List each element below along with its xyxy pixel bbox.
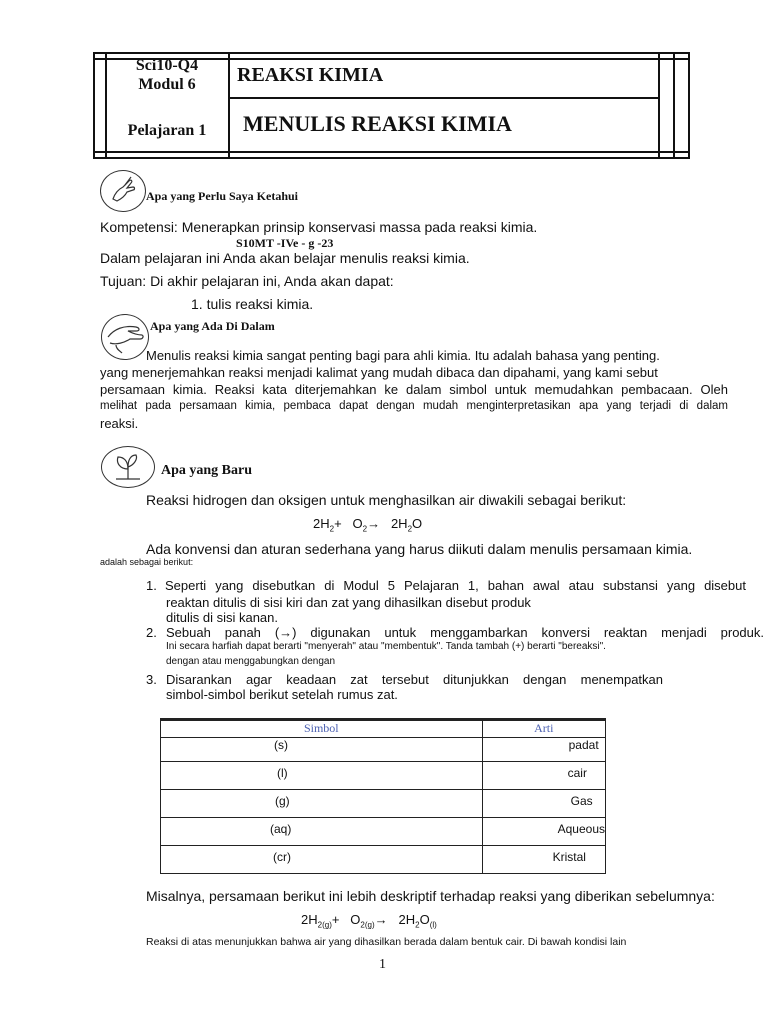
table-cell-symbol: (cr) (161, 846, 483, 874)
lesson-title: MENULIS REAKSI KIMIA (243, 111, 512, 136)
example-text: Misalnya, persamaan berikut ini lebih deskriptif terhadap reaksi yang diberikan sebelumnya: (146, 888, 715, 904)
open-hand-icon (101, 314, 149, 360)
reaction-intro: Reaksi hidrogen dan oksigen untuk menghasilkan air diwakili sebagai berikut: (146, 492, 627, 508)
paragraph-line-5: reaksi. (100, 416, 139, 431)
list-item-2-line-3: dengan atau menggabungkan dengan (166, 656, 336, 667)
table-cell-symbol: (l) (161, 762, 483, 790)
table-row (161, 738, 606, 762)
water-equation: $2H_2+$ $O_2\to$ $2H_2O$ (313, 516, 423, 534)
list-item-3-line-1: Disarankan agar keadaan zat tersebut ditunjukkan dengan menempatkan (166, 672, 663, 687)
list-item-1-line-3: ditulis di sisi kanan. (166, 610, 278, 625)
section-heading-what-to-know: Apa yang Perlu Saya Ketahui (146, 189, 299, 203)
section-heading-whats-new: Apa yang Baru (161, 463, 253, 478)
goal-item: 1. tulis reaksi kimia. (191, 296, 314, 312)
table-cell-meaning: Gas (482, 790, 605, 818)
table-row (161, 818, 606, 846)
table-row (161, 790, 606, 818)
competency-code: S10MT -IVe - g -23 (236, 236, 334, 250)
table-cell-symbol: (aq) (161, 818, 483, 846)
list-item-2-number: 2. (146, 625, 157, 640)
closing-note: Reaksi di atas menunjukkan bahwa air yang dihasilkan berada dalam bentuk cair. Di bawah kondisi lain (146, 936, 627, 948)
table-row (161, 846, 606, 874)
competency-text: Kompetensi: Menerapkan prinsip konservasi massa pada reaksi kimia. (100, 219, 538, 235)
paragraph-line-1: Menulis reaksi kimia sangat penting bagi para ahli kimia. Itu adalah bahasa yang penting. (146, 348, 660, 363)
state-equation: $2H_{2(g)}+$ $O_{2(g)}\to$ $2H_2O_{(l)}$ (301, 912, 437, 930)
paragraph-line-2: yang menerjemahkan reaksi menjadi kalimat yang mudah dibaca dan dipahami, yang kami sebut (100, 365, 658, 380)
module-code: Sci10-Q4 (135, 57, 199, 74)
section-heading-whats-inside: Apa yang Ada Di Dalam (150, 319, 275, 333)
list-item-3-number: 3. (146, 672, 157, 687)
page-number: 1 (379, 957, 386, 972)
table-cell-symbol: (g) (161, 790, 483, 818)
table-cell-meaning: cair (482, 762, 605, 790)
seedling-icon (101, 446, 155, 488)
table-cell-symbol: (s) (161, 738, 483, 762)
list-item-1-line-1: Seperti yang disebutkan di Modul 5 Pelajaran 1, bahan awal atau substansi yang disebut (165, 578, 746, 593)
lesson-intro: Dalam pelajaran ini Anda akan belajar menulis reaksi kimia. (100, 250, 470, 266)
list-item-1-line-2: reaktan ditulis di sisi kiri dan zat yang dihasilkan disebut produk (166, 595, 531, 610)
list-item-1-number: 1. (146, 578, 157, 593)
goal-text: Tujuan: Di akhir pelajaran ini, Anda akan dapat: (100, 273, 394, 289)
state-symbols-table (160, 718, 606, 874)
list-item-2-line-2: Ini secara harfiah dapat berarti "menyerah" atau "membentuk". Tanda tambah (+) berarti "bereaksi". (166, 641, 606, 652)
table-header-symbol: Simbol (161, 720, 483, 738)
list-item-3-line-2: simbol-simbol berikut setelah rumus zat. (166, 687, 398, 702)
table-cell-meaning: Aqueous (482, 818, 605, 846)
paragraph-line-4: melihat pada persamaan kimia, pembaca dapat dengan mudah menginterpretasikan apa yang terjadi di dalam (100, 400, 728, 412)
lesson-number: Pelajaran 1 (127, 122, 207, 139)
table-row (161, 762, 606, 790)
table-cell-meaning: Kristal (482, 846, 605, 874)
table-header-row (161, 720, 606, 738)
list-item-2-line-1: Sebuah panah (→) digunakan untuk menggambarkan konversi reaktan menjadi produk. (166, 625, 764, 640)
hand-pointing-icon (100, 170, 146, 212)
conventions-text: Ada konvensi dan aturan sederhana yang harus diikuti dalam menulis persamaan kimia. (146, 541, 693, 557)
table-header-meaning: Arti (482, 720, 605, 738)
conventions-text-small: adalah sebagai berikut: (100, 557, 194, 567)
module-title: REAKSI KIMIA (237, 64, 384, 86)
paragraph-line-3: persamaan kimia. Reaksi kata diterjemahkan ke dalam simbol untuk memudahkan pembacaan. Oleh (100, 382, 728, 397)
table-cell-meaning: padat (482, 738, 605, 762)
module-number: Modul 6 (138, 76, 196, 93)
